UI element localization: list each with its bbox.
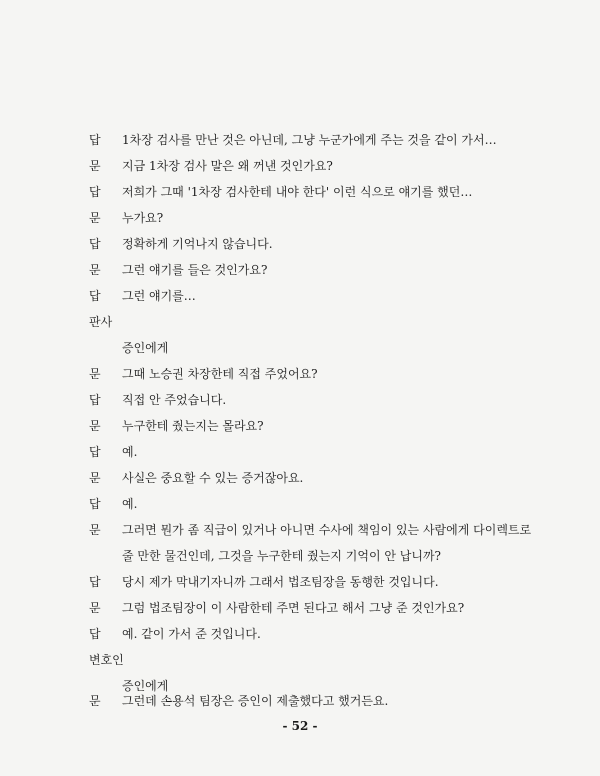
transcript-line xyxy=(0,519,600,541)
transcript-line xyxy=(0,415,600,437)
utterance-text: 그런 얘기를… xyxy=(122,289,196,303)
utterance-text: 1차장 검사를 만난 것은 아닌데, 그냥 누군가에게 주는 것을 같이 가서… xyxy=(122,133,497,147)
speaker-label: 판사 xyxy=(89,315,113,329)
transcript-line xyxy=(0,649,600,671)
transcript-line xyxy=(0,363,600,385)
transcript-line xyxy=(0,571,600,593)
speaker-label: 답 xyxy=(89,393,101,407)
utterance-text: 지금 1차장 검사 말은 왜 꺼낸 것인가요? xyxy=(122,159,333,173)
page-number: - 52 - xyxy=(282,719,318,733)
transcript-line xyxy=(0,285,600,307)
speaker-label: 문 xyxy=(89,601,101,615)
transcript-line xyxy=(0,129,600,151)
utterance-text: 정확하게 기억나지 않습니다. xyxy=(122,237,273,251)
speaker-label: 답 xyxy=(89,575,101,589)
transcript-line xyxy=(0,155,600,177)
transcript-line xyxy=(0,181,600,203)
speaker-label: 답 xyxy=(89,133,101,147)
speaker-label: 답 xyxy=(89,185,101,199)
speaker-label: 문 xyxy=(89,263,101,277)
speaker-label: 변호인 xyxy=(89,653,124,667)
utterance-text: 그런 얘기를 들은 것인가요? xyxy=(122,263,268,277)
transcript-line xyxy=(0,389,600,411)
utterance-text: 예. 같이 가서 준 것입니다. xyxy=(122,627,261,641)
utterance-text: 예. xyxy=(122,497,138,511)
utterance-text: 누가요? xyxy=(122,211,164,225)
utterance-text: 증인에게 xyxy=(122,679,169,693)
transcript-line xyxy=(0,623,600,645)
transcript-line xyxy=(0,233,600,255)
utterance-text: 직접 안 주었습니다. xyxy=(122,393,227,407)
transcript-line xyxy=(0,597,600,619)
utterance-text: 저희가 그때 '1차장 검사한테 내야 한다' 이런 식으로 얘기를 했던… xyxy=(122,185,473,199)
speaker-label: 문 xyxy=(89,159,101,173)
transcript-line xyxy=(0,207,600,229)
utterance-text: 누구한테 줬는지는 몰라요? xyxy=(122,419,264,433)
utterance-text: 예. xyxy=(122,445,138,459)
transcript-line xyxy=(0,493,600,515)
speaker-label: 문 xyxy=(89,471,101,485)
utterance-text: 당시 제가 막내기자니까 그래서 법조팀장을 동행한 것입니다. xyxy=(122,575,439,589)
speaker-label: 답 xyxy=(89,445,101,459)
utterance-text: 그때 노승권 차장한테 직접 주었어요? xyxy=(122,367,318,381)
utterance-text: 줄 만한 물건인데, 그것을 누구한테 줬는지 기억이 안 납니까? xyxy=(122,549,441,563)
speaker-label: 답 xyxy=(89,289,101,303)
transcript-line xyxy=(0,311,600,333)
speaker-label: 답 xyxy=(89,627,101,641)
transcript-line xyxy=(0,545,600,567)
speaker-label: 답 xyxy=(89,497,101,511)
speaker-label: 문 xyxy=(89,211,101,225)
transcript-line xyxy=(0,690,600,712)
speaker-label: 문 xyxy=(89,523,101,537)
speaker-label: 문 xyxy=(89,419,101,433)
utterance-text: 사실은 중요할 수 있는 증거잖아요. xyxy=(122,471,304,485)
transcript-line xyxy=(0,467,600,489)
speaker-label: 문 xyxy=(89,367,101,381)
speaker-label: 답 xyxy=(89,237,101,251)
transcript-line xyxy=(0,441,600,463)
utterance-text: 그럼 법조팀장이 이 사람한테 주면 된다고 해서 그냥 준 것인가요? xyxy=(122,601,465,615)
transcript-line xyxy=(0,259,600,281)
utterance-text: 그러면 뭔가 좀 직급이 있거나 아니면 수사에 책임이 있는 사람에게 다이렉트로 xyxy=(122,523,532,537)
utterance-text: 그런데 손용석 팀장은 증인이 제출했다고 했거든요. xyxy=(122,694,389,708)
transcript-line xyxy=(0,337,600,359)
speaker-label: 문 xyxy=(89,694,101,708)
utterance-text: 증인에게 xyxy=(122,341,169,355)
